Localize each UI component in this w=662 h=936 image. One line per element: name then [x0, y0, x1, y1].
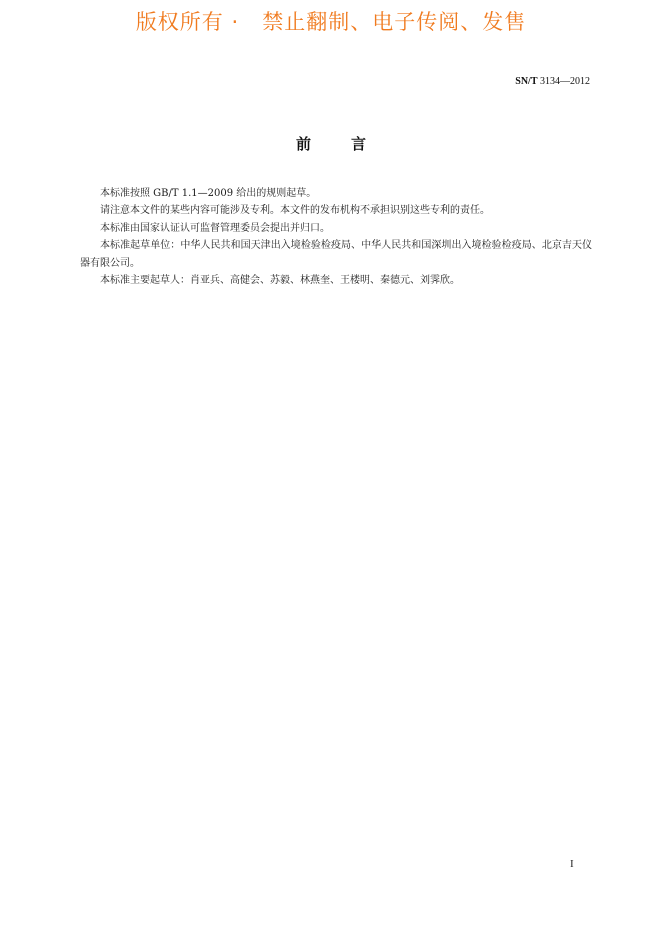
standard-number: 3134—2012 [540, 76, 590, 87]
standard-code [515, 76, 590, 87]
page-number: I [570, 858, 574, 870]
paragraph-patent-notice: 请注意本文件的某些内容可能涉及专利。本文件的发布机构不承担识别这些专利的责任。 [100, 205, 490, 217]
paragraph-proposer: 本标准由国家认证认可监督管理委员会提出并归口。 [100, 222, 330, 234]
copyright-watermark: 版权所有 · 禁止翻制、电子传阅、发售 [135, 10, 527, 34]
foreword-body [80, 185, 592, 289]
page-title: 前言 [295, 135, 406, 153]
standard-prefix: SN/T [515, 76, 538, 87]
paragraph-drafting-rules: 本标准按照 GB/T 1.1—2009 给出的规则起草。 [100, 188, 317, 199]
paragraph-drafting-units: 本标准起草单位：中华人民共和国天津出入境检验检疫局、中华人民共和国深圳出入境检验检疫局、北京吉天仪器有限公司。 [80, 240, 592, 269]
paragraph-drafters: 本标准主要起草人：肖亚兵、高健会、苏毅、林燕奎、王楼明、秦德元、刘霁欣。 [100, 275, 460, 287]
